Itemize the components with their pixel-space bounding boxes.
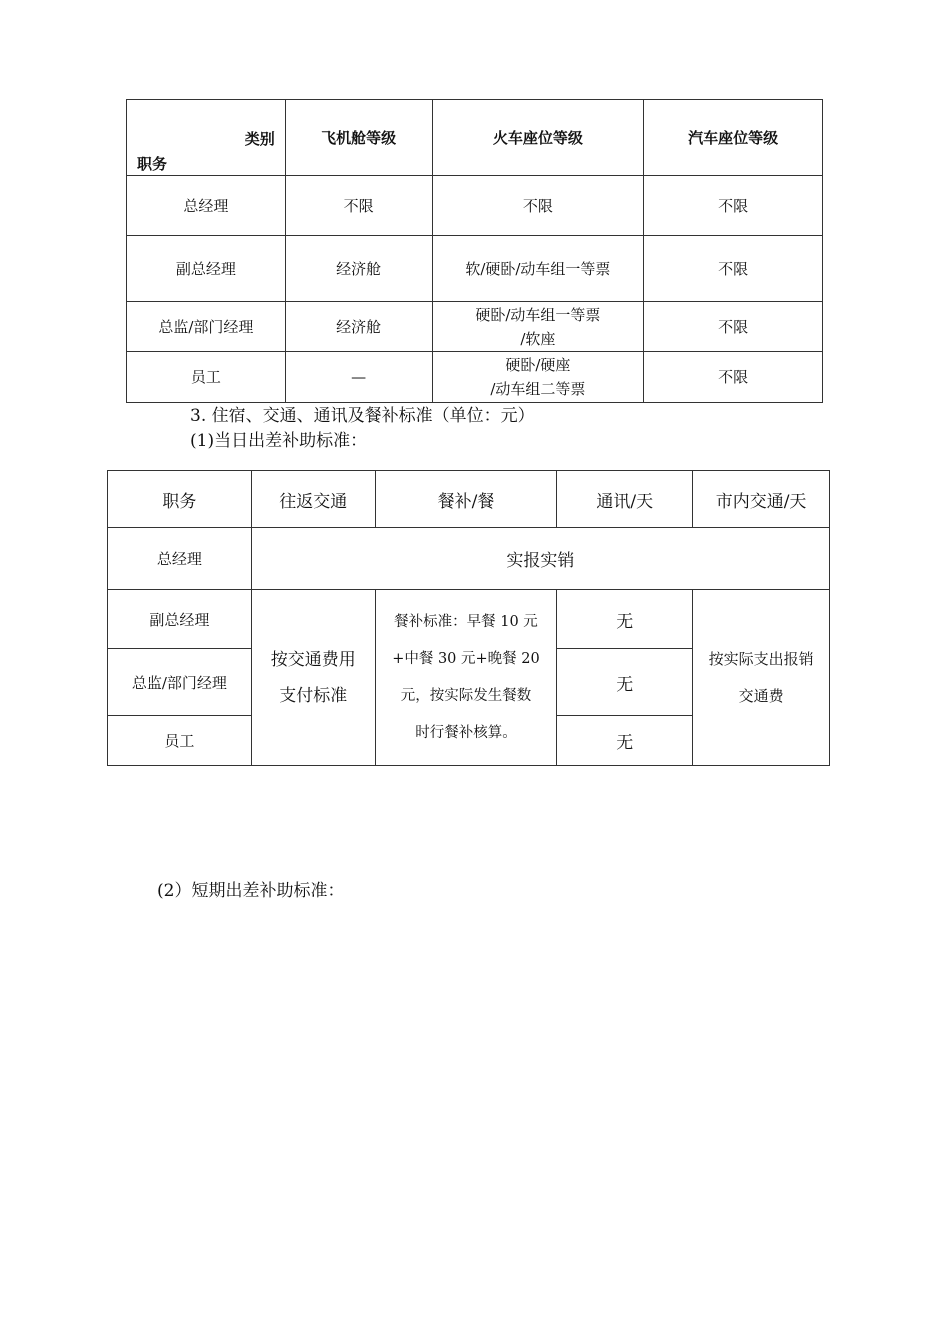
car-class-header: 汽车座位等级 [644, 100, 823, 176]
table-row [127, 302, 823, 352]
diagonal-header-cell [127, 100, 286, 176]
communication-cell: 无 [557, 649, 693, 716]
meal-line: 元，按实际发生餐数 [400, 687, 532, 704]
plane-class-cell: 经济舱 [285, 236, 432, 302]
plane-class-cell: 不限 [285, 176, 432, 236]
section-3-title: 3. 住宿、交通、通讯及餐补标准（单位：元） [190, 406, 535, 426]
meal-line: +中餐 30 元+晚餐 20 [392, 650, 540, 667]
travel-class-table [126, 99, 823, 403]
local-transport-cell [693, 590, 830, 766]
meal-header: 餐补/餐 [375, 471, 557, 528]
transport-line: 按交通费用 [270, 649, 356, 670]
role-cell: 总经理 [127, 176, 286, 236]
car-class-cell: 不限 [644, 236, 823, 302]
round-trip-header: 往返交通 [251, 471, 375, 528]
car-class-cell: 不限 [644, 302, 823, 352]
position-header: 职务 [137, 155, 168, 173]
role-cell: 员工 [127, 352, 286, 403]
role-cell: 副总经理 [108, 590, 252, 649]
transport-line: 支付标准 [279, 685, 348, 706]
position-header: 职务 [108, 471, 252, 528]
plane-class-cell: — [285, 352, 432, 403]
train-class-cell: 软/硬卧/动车组一等票 [432, 236, 644, 302]
table-header-row [108, 471, 830, 528]
reimbursed-cell: 实报实销 [251, 528, 829, 590]
local-transport-line: 交通费 [738, 686, 784, 705]
role-cell: 员工 [108, 716, 252, 766]
train-class-cell: 不限 [432, 176, 644, 236]
meal-standard-cell [375, 590, 557, 766]
table-row [127, 236, 823, 302]
train-class-cell [432, 302, 644, 352]
train-class-line: 硬卧/动车组一等票 [475, 305, 601, 324]
role-cell: 副总经理 [127, 236, 286, 302]
plane-class-cell: 经济舱 [285, 302, 432, 352]
meal-line: 时行餐补核算。 [415, 724, 517, 741]
communication-cell: 无 [557, 716, 693, 766]
role-cell: 总监/部门经理 [127, 302, 286, 352]
plane-class-header: 飞机舱等级 [285, 100, 432, 176]
train-class-cell [432, 352, 644, 403]
train-class-line: /软座 [520, 329, 556, 348]
category-header: 类别 [244, 130, 275, 148]
local-transport-header: 市内交通/天 [693, 471, 830, 528]
table-row [127, 176, 823, 236]
table-row [108, 528, 830, 590]
train-class-line: 硬卧/硬座 [505, 356, 571, 374]
train-class-line: /动车组二等票 [490, 380, 586, 398]
table-header-row [127, 100, 823, 176]
role-cell: 总监/部门经理 [108, 649, 252, 716]
train-class-header: 火车座位等级 [432, 100, 644, 176]
table-row [127, 352, 823, 403]
allowance-table [107, 470, 830, 766]
transport-standard-cell [251, 590, 375, 766]
subsection-1-title: (1)当日出差补助标准： [190, 431, 368, 451]
subsection-2-title: (2）短期出差补助标准： [157, 881, 345, 901]
car-class-cell: 不限 [644, 176, 823, 236]
role-cell: 总经理 [108, 528, 252, 590]
communication-header: 通讯/天 [557, 471, 693, 528]
communication-cell: 无 [557, 590, 693, 649]
car-class-cell: 不限 [644, 352, 823, 403]
table-row [108, 590, 830, 649]
local-transport-line: 按实际支出报销 [708, 649, 814, 668]
meal-line: 餐补标准：早餐 10 元 [394, 613, 538, 630]
